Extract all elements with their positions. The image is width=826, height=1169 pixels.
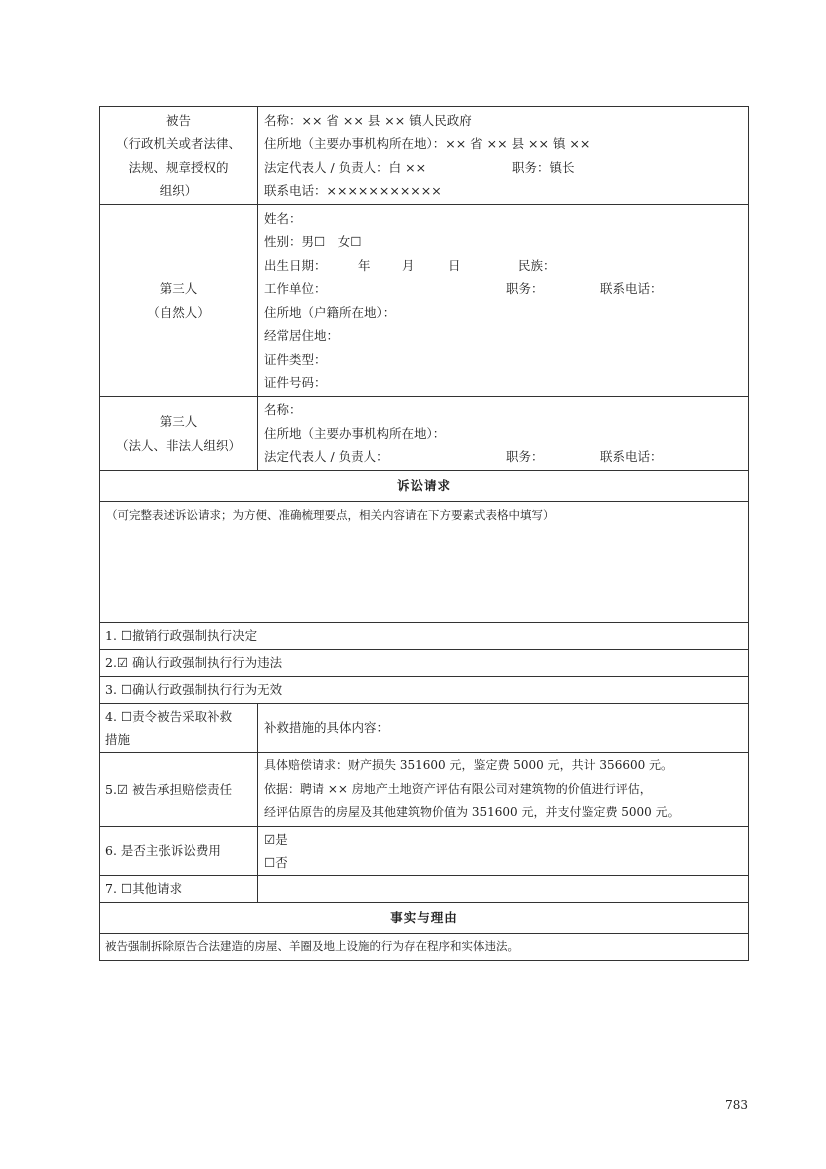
costs-label: 6. 是否主张诉讼费用: [100, 827, 258, 876]
person-domicile: 住所地（户籍所在地）：: [264, 304, 396, 320]
defendant-phone: 联系电话：×××××××××××: [264, 183, 442, 198]
org-phone: 联系电话：: [600, 449, 663, 465]
label-line: 被告: [165, 112, 191, 128]
facts-text-row: [100, 934, 749, 961]
third-party-org-row: [100, 397, 749, 471]
person-id-number: 证件号码：: [264, 375, 327, 390]
compensation-label: 5.☑ 被告承担赔偿责任: [100, 753, 258, 827]
third-party-person-label: [100, 205, 258, 397]
other-claims-value: [258, 876, 749, 903]
label-line: 措施: [105, 732, 131, 747]
org-rep-line: [264, 445, 748, 469]
claims-instruction: （可完整表述诉讼请求；为方便、准确梳理要点，相关内容请在下方要素式表格中填写）: [100, 502, 749, 623]
defendant-label: [100, 107, 258, 205]
claims-heading-row: [100, 471, 749, 502]
costs-yes-checkbox: ☑是: [264, 831, 288, 847]
label-line: 4. ☐责令被告采取补救: [105, 708, 233, 724]
label-line: （法人、非法人组织）: [115, 437, 241, 453]
third-party-org-label: [100, 397, 258, 471]
compensation-row: [100, 753, 749, 827]
org-address: 住所地（主要办事机构所在地）：: [264, 425, 446, 441]
defendant-rep-line: [264, 156, 748, 180]
org-position: 职务：: [506, 449, 544, 465]
page-number: 783: [725, 1098, 748, 1112]
org-rep: 法定代表人 / 负责人：: [264, 449, 389, 465]
label-line: 第三人: [159, 414, 198, 429]
person-employer: 工作单位：: [264, 281, 327, 296]
defendant-name: 名称：×× 省 ×× 县 ×× 镇人民政府: [264, 112, 472, 128]
label-line: （自然人）: [147, 304, 210, 320]
person-position: 职务：: [506, 281, 544, 296]
person-ethnicity: 民族：: [518, 257, 556, 273]
remedy-label: [100, 704, 258, 753]
defendant-rep: 法定代表人 / 负责人：白 ××: [264, 159, 427, 175]
person-birth-line: [264, 254, 748, 278]
claim-item-row: [100, 650, 749, 677]
label-line: 组织）: [159, 183, 198, 198]
label-line: 第三人: [159, 281, 198, 296]
compensation-value: [258, 753, 749, 827]
defendant-info: [258, 107, 749, 205]
defendant-address: 住所地（主要办事机构所在地）：×× 省 ×× 县 ×× 镇 ××: [264, 136, 591, 151]
other-claims-label: 7. ☐其他请求: [100, 876, 258, 903]
compensation-line: 依据：聘请 ×× 房地产土地资产评估有限公司对建筑物的价值进行评估，: [264, 781, 652, 796]
person-birth-year: 年: [358, 257, 371, 273]
costs-row: [100, 827, 749, 876]
person-gender: 性别：男☐ 女☐: [264, 234, 362, 249]
claim-confirm-illegal: 2.☑ 确认行政强制执行行为违法: [100, 650, 749, 677]
third-party-org-info: [258, 397, 749, 471]
remedy-value: 补救措施的具体内容：: [258, 704, 749, 753]
third-party-person-row: [100, 205, 749, 397]
person-birth: 出生日期：: [264, 257, 327, 273]
compensation-line: 具体赔偿请求：财产损失 351600 元，鉴定费 5000 元，共计 356600 元。: [264, 758, 674, 773]
person-work-line: [264, 277, 748, 301]
costs-no-checkbox: ☐否: [264, 855, 288, 870]
claim-revoke-decision: 1. ☐撤销行政强制执行决定: [100, 623, 749, 650]
person-residence: 经常居住地：: [264, 328, 340, 343]
remedy-row: [100, 704, 749, 753]
claim-confirm-invalid: 3. ☐确认行政强制执行行为无效: [100, 677, 749, 704]
person-birth-day: 日: [448, 257, 461, 273]
costs-options: [258, 827, 749, 876]
compensation-line: 经评估原告的房屋及其他建筑物价值为 351600 元，并支付鉴定费 5000 元。: [264, 805, 680, 820]
third-party-person-info: [258, 205, 749, 397]
person-phone: 联系电话：: [600, 281, 663, 296]
claims-instruction-row: [100, 502, 749, 623]
claims-heading: 诉讼请求: [100, 471, 749, 502]
org-name: 名称：: [264, 402, 302, 418]
person-id-type: 证件类型：: [264, 351, 327, 367]
person-name: 姓名：: [264, 210, 302, 226]
defendant-row: [100, 107, 749, 205]
claim-item-row: [100, 677, 749, 704]
claim-item-row: [100, 623, 749, 650]
facts-text: 被告强制拆除原告合法建造的房屋、羊圈及地上设施的行为存在程序和实体违法。: [100, 934, 749, 961]
complaint-form-table: [99, 106, 749, 961]
facts-heading-row: [100, 903, 749, 934]
facts-heading: 事实与理由: [100, 903, 749, 934]
defendant-position: 职务：镇长: [512, 159, 575, 175]
other-claims-row: [100, 876, 749, 903]
label-line: 法规、规章授权的: [128, 159, 229, 175]
person-birth-month: 月: [402, 257, 415, 273]
label-line: （行政机关或者法律、: [115, 136, 241, 151]
